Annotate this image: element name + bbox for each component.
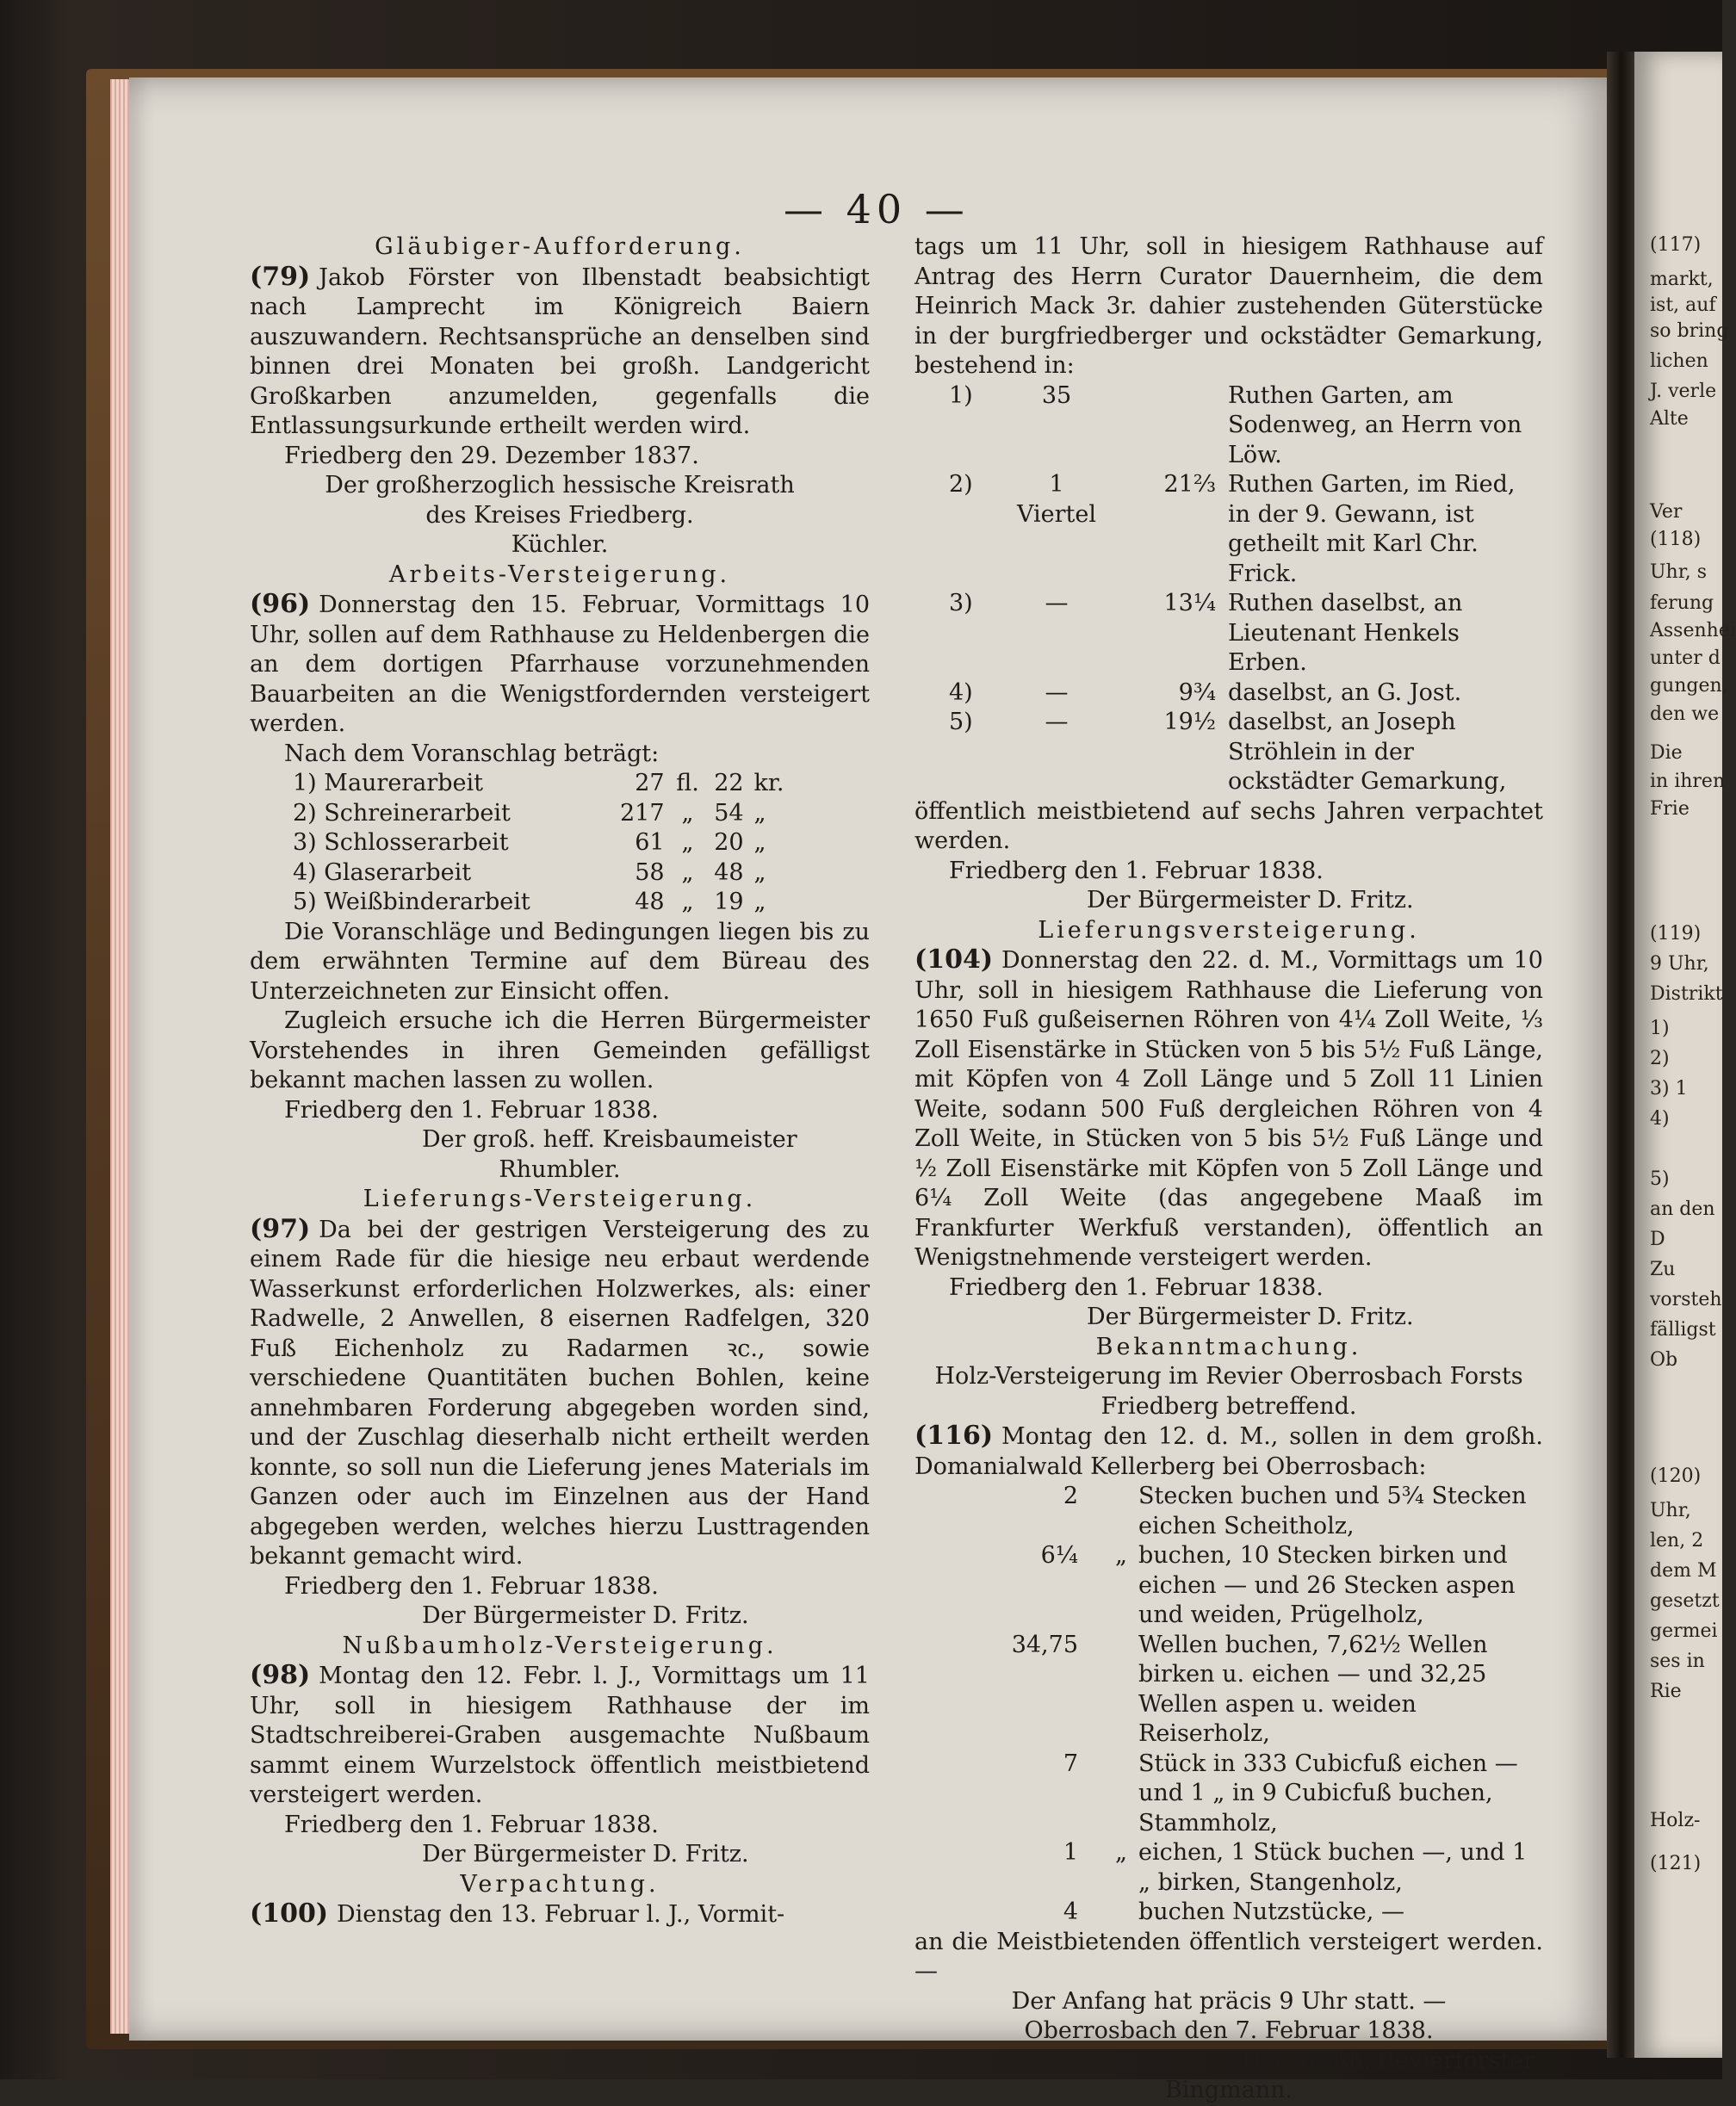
facing-page-fragment: Rie [1650,1681,1682,1702]
unit: „ [681,858,694,886]
ditto-mark: „ [1115,1542,1127,1569]
facing-page-fragment: Zu [1650,1259,1676,1280]
dateline: Friedberg den 1. Februar 1838. [284,1811,659,1838]
unit: „ [681,799,694,827]
facing-page-fragment: Distrikt [1650,983,1723,1005]
wood-quantity: 2 [1063,1483,1078,1509]
facing-page-fragment: Frie [1650,798,1690,820]
table-row [914,1838,1543,1898]
cost-label: 3) Schlosserarbeit [293,829,509,856]
facing-page-fragment: 5) [1650,1168,1670,1190]
page-number: — 40 — [784,186,970,232]
paragraph: Die Voranschläge und Bedingungen liegen bis zu dem erwähnten Termine auf dem Büreau des Unterzeichneten zur Einsicht offen. [250,918,870,1005]
unit: „ [753,858,766,886]
table-row [914,470,1543,589]
facing-page-fragment: (121) [1650,1853,1702,1874]
facing-page-fragment: fälligst [1650,1319,1716,1341]
facing-page-fragment: ist, auf [1650,294,1716,316]
table-row [914,1541,1543,1631]
column-left [250,232,870,1930]
dateline: Friedberg den 1. Februar 1838. [284,1096,659,1124]
wood-desc: buchen, 10 Stecken birken und eichen — und 26 Stecken aspen und weiden, Prügelholz, [1138,1542,1516,1628]
notice-number: (98) [250,1660,311,1690]
unit: fl. [676,770,699,796]
wood-desc: buchen Nutzstücke, — [1138,1898,1404,1925]
notice-96 [250,590,870,740]
ditto-mark [1104,1898,1138,1928]
book-gutter [1607,52,1636,2058]
cost-fl: 48 [635,889,665,915]
facing-page-fragment: an den [1650,1199,1715,1220]
unit: „ [681,889,694,915]
wood-desc: Stecken buchen und 5¾ Stecken eichen Scheitholz, [1138,1483,1527,1539]
facing-page-fragment: vorsteh [1650,1289,1722,1310]
facing-page-fragment: (118) [1650,529,1702,550]
unit: kr. [753,770,784,796]
costs-intro: Nach dem Voranschlag beträgt: [284,740,660,767]
facing-page-fragment: so bring [1650,320,1729,342]
facing-page-fragment: Uhr, s [1650,561,1708,583]
cost-fl: 61 [635,829,665,856]
wood-quantity: 1 [1063,1839,1078,1866]
cost-kr: 22 [714,770,744,796]
ditto-mark [1104,1482,1138,1541]
signature: Der Bürgermeister D. Fritz. [1087,887,1414,914]
facing-page-fragment: (120) [1650,1465,1702,1487]
notice-number: (100) [250,1898,329,1929]
facing-page-fragment: lichen [1650,350,1708,372]
notice-number: (96) [250,589,311,619]
parcel-fraction: 19½ [1163,709,1216,735]
cost-kr: 54 [714,799,744,827]
parcel-fraction: 21⅔ [1163,471,1216,498]
facing-page-fragment: dem M [1650,1560,1717,1582]
signature: Der großherzoglich hessische Kreisrath [325,472,795,499]
cost-label: 1) Maurerarbeit [293,770,483,796]
notice-text: Donnerstag den 22. d. M., Vormittags um 10 Uhr, soll in hiesigem Rathhause die Lieferung von 1650 Fuß gußeisernen Röhren von 4¼ Zoll Weite, ⅓ Zoll Eisenstärke in Stücken von 5 bis 5½ Fuß Länge, mit Köpfen von 4 Zoll Länge und 5 Zoll 11 Linien Weite, sodann 500 Fuß dergleichen Röhren von 4 Zoll Weite, in Stücken von 5 bis 5½ Fuß Länge und ½ Zoll Eisenstärke mit Köpfen von 5 Zoll Länge und 6¼ Zoll Weite (das angegebene Maaß im Frankfurter Werkfuß verstanden), öffentlich an Wenigstnehmende versteigert werden. [914,947,1543,1271]
notice-number: (116) [914,1421,994,1451]
dateline: Friedberg den 1. Februar 1838. [949,857,1324,884]
parcel-desc: Ruthen Garten, am Sodenweg, an Herrn von Löw. [1228,381,1522,468]
parcel-number: 4) [949,678,973,706]
cost-fl: 27 [635,770,665,796]
parcel-number: 1) [949,381,973,409]
signature: Der Bürgermeister D. Fritz. [422,1841,749,1868]
heading: Verpachtung. [460,1870,660,1898]
table-row [914,1631,1543,1750]
parcel-size: 1 Viertel [1016,471,1096,528]
table-row [250,828,784,858]
heading: Bekanntmachung. [1095,1333,1362,1360]
unit: „ [753,829,766,856]
notice-text: Montag den 12. d. M., sollen in dem großh. Domanialwald Kellerberg bei Oberrosbach: [914,1423,1543,1480]
facing-page-fragment: gesetzt [1650,1590,1720,1612]
signature-name: Küchler. [511,531,609,558]
parcel-fraction [1104,381,1228,471]
facing-page-fragment: markt, [1650,269,1714,290]
facing-page-fragment: Holz- [1650,1810,1701,1831]
table-row [250,769,784,799]
facing-page-fragment: (117) [1650,234,1702,256]
notice-number: (104) [914,945,994,975]
facing-page-fragment: in ihren [1650,771,1726,792]
ditto-mark [1104,1750,1138,1839]
parcel-desc: Ruthen daselbst, an Lieutenant Henkels Erben. [1228,590,1463,676]
wood-quantity: 7 [1063,1750,1078,1777]
signature: des Kreises Friedberg. [425,501,694,529]
facing-page-fragment: den we [1650,703,1720,725]
facing-page-fragment: (119) [1650,923,1702,945]
facing-page-fragment: J. verle [1650,381,1717,402]
parcel-table [914,381,1543,797]
parcel-desc: daselbst, an G. Jost. [1228,678,1462,706]
signature-name: Bingmann. [1164,2077,1293,2103]
notice-text: Jakob Förster von Ilbenstadt beabsichtigt nach Lamprecht im Königreich Baiern auszuwandern. Rechtsansprüche an denselben sind binnen drei Monaten bei großh. Landgericht Großkarben anzumelden, gegenfalls die Entlassungsurkunde ertheilt werden wird. [250,263,870,439]
wood-quantity: 4 [1063,1898,1078,1925]
parcel-number: 3) [949,590,973,616]
parcel-number: 5) [949,709,973,735]
unit: „ [681,829,694,856]
facing-page-fragment: Uhr, [1650,1500,1691,1521]
parcel-size: 35 [1041,381,1072,409]
notice-text: Da bei der gestrigen Versteigerung des zu einem Rade für die hiesige neu erbaut werdende Wasserkunst erforderlichen Holzwerkes, als: einer Radwelle, 2 Anwellen, 8 eisernen Radfelgen, 320 Fuß Eichenholz zu Radarmen ꝛc., sowie verschiedene Quantitäten buchen Bohlen, keine annehmbaren Forderung abgegeben worden sind, und der Zuschlag dieserhalb nicht ertheilt werden konnte, so soll nun die Lieferung jenes Materials im Ganzen oder auch im Einzelnen aus der Hand abgegeben werden, welches hierzu Lusttragenden bekannt gemacht wird. [250,1216,870,1570]
signature: Der Bürgermeister D. Fritz. [422,1602,749,1629]
table-row [250,888,784,918]
wood-desc: Stück in 333 Cubicfuß eichen — und 1 „ in 9 Cubicfuß buchen, Stammholz, [1138,1750,1518,1837]
cost-table [250,769,784,918]
notice-number: (97) [250,1213,311,1244]
signature: Der groß. heff. Kreisbaumeister [422,1126,797,1153]
table-row [914,1750,1543,1839]
notice-116 [914,1422,1543,1482]
heading: Lieferungsversteigerung. [1038,916,1420,944]
facing-page-fragment: D [1650,1229,1665,1250]
table-row [914,589,1543,678]
facing-page-fragment: gungen, [1650,675,1728,697]
parcel-fraction: 13¼ [1163,590,1216,616]
cost-kr: 48 [714,858,744,886]
facing-page-fragment: 3) 1 [1650,1078,1688,1099]
wood-quantity: 6¼ [1040,1542,1078,1569]
parcel-size: — [1045,590,1069,616]
dateline: Friedberg den 1. Februar 1838. [949,1273,1324,1301]
table-row [914,381,1543,471]
notice-number: (79) [250,261,311,292]
unit: „ [753,889,766,915]
facing-page-fragment: 9 Uhr, [1650,953,1709,975]
heading: Lieferungs-Versteigerung. [363,1186,757,1212]
signature-name: Rhumbler. [499,1155,621,1183]
table-row [914,1898,1543,1928]
facing-page-fragment: len, 2 [1650,1530,1704,1552]
table-row [914,678,1543,709]
cost-fl: 58 [635,858,665,886]
dateline: Friedberg den 29. Dezember 1837. [284,442,699,469]
column-right [914,232,1543,2106]
subheading: Holz-Versteigerung im Revier Oberrosbach Forsts Friedberg betreffend. [934,1363,1523,1420]
notice-98 [250,1661,870,1811]
table-row [250,858,784,889]
facing-page-fragment: ses in [1650,1651,1705,1672]
wood-quantity: 34,75 [1011,1631,1078,1658]
dateline: Oberrosbach den 7. Februar 1838. [1024,2017,1434,2044]
dateline: Friedberg den 1. Februar 1838. [284,1572,659,1600]
notice-100 [250,1899,870,1930]
facing-page-fragment: unter d [1650,647,1720,669]
wood-table [914,1482,1543,1928]
wood-desc: eichen, 1 Stück buchen —, und 1 „ birken, Stangenholz, [1138,1839,1528,1896]
table-row [914,708,1543,797]
ditto-mark: „ [1115,1839,1127,1866]
cost-kr: 19 [714,889,744,915]
facing-page-fragment: Assenhei [1650,620,1736,641]
ditto-mark [1104,1631,1138,1750]
parcel-size: — [1045,678,1069,706]
table-row [914,1482,1543,1541]
paragraph: Der Anfang hat präcis 9 Uhr statt. — [1011,1987,1447,2015]
cost-label: 2) Schreinerarbeit [293,799,511,827]
facing-page-fragment: Alte [1650,408,1689,430]
facing-page-fragment: 1) [1650,1018,1670,1039]
notice-97 [250,1215,870,1572]
facing-page-fragment: ferung [1650,592,1714,614]
heading: Gläubiger-Aufforderung. [375,233,745,260]
cost-kr: 20 [714,829,744,856]
parcel-number: 2) [949,471,973,498]
parcel-desc: Ruthen Garten, im Ried, in der 9. Gewann, ist getheilt mit Karl Chr. Frick. [1228,471,1516,587]
paragraph: tags um 11 Uhr, soll in hiesigem Rathhause auf Antrag des Herrn Curator Dauernheim, die dem Heinrich Mack 3r. dahier zustehenden Güterstücke in der burgfriedberger und ockstädter Gemarkung, bestehend in: [914,233,1543,379]
table-row [250,799,784,829]
wood-desc: Wellen buchen, 7,62½ Wellen birken u. eichen — und 32,25 Wellen aspen u. weiden Reiserholz, [1138,1631,1488,1747]
paragraph: öffentlich meistbietend auf sechs Jahren verpachtet werden. [914,797,1543,854]
cost-label: 4) Glaserarbeit [293,858,472,886]
notice-79 [250,263,870,442]
signature: Der großh. Revierförster [1242,2047,1534,2074]
notice-text: Dienstag den 13. Februar l. J., Vormit- [337,1901,785,1928]
facing-page-fragment: 2) [1650,1048,1670,1069]
facing-page-fragment: 4) [1650,1108,1670,1130]
facing-page-fragment: Ver [1650,501,1683,523]
signature: Der Bürgermeister D. Fritz. [1087,1304,1414,1330]
cost-fl: 217 [620,799,665,827]
parcel-desc: daselbst, an Joseph Ströhlein in der ockstädter Gemarkung, [1228,709,1507,795]
paragraph: an die Meistbietenden öffentlich versteigert werden. — [914,1928,1543,1985]
unit: „ [753,799,766,827]
parcel-size: — [1045,709,1069,735]
notice-text: Donnerstag den 15. Februar, Vormittags 10 Uhr, sollen auf dem Rathhause zu Heldenbergen die an dem dortigen Pfarrhause vorzunehmenden Bauarbeiten an die Wenigstfordernden versteigert werden. [250,592,870,737]
facing-page-fragment: germei [1650,1620,1718,1642]
notice-104 [914,945,1543,1273]
facing-page-fragment: Ob [1650,1349,1678,1371]
heading: Arbeits-Versteigerung. [388,561,731,588]
notice-text: Montag den 12. Febr. l. J., Vormittags um 11 Uhr, soll in hiesigem Rathhause der im Stadtschreiberei-Graben ausgemachte Nußbaum sammt einem Wurzelstock öffentlich meistbietend versteigert werden. [250,1663,870,1808]
cost-label: 5) Weißbinderarbeit [293,889,530,915]
paragraph: Zugleich ersuche ich die Herren Bürgermeister Vorstehendes in ihren Gemeinden gefälligst bekannt machen lassen zu wollen. [250,1007,870,1093]
facing-page-fragment: Die [1650,742,1683,764]
heading: Nußbaumholz-Versteigerung. [342,1632,778,1659]
parcel-fraction: 9¾ [1178,678,1216,706]
